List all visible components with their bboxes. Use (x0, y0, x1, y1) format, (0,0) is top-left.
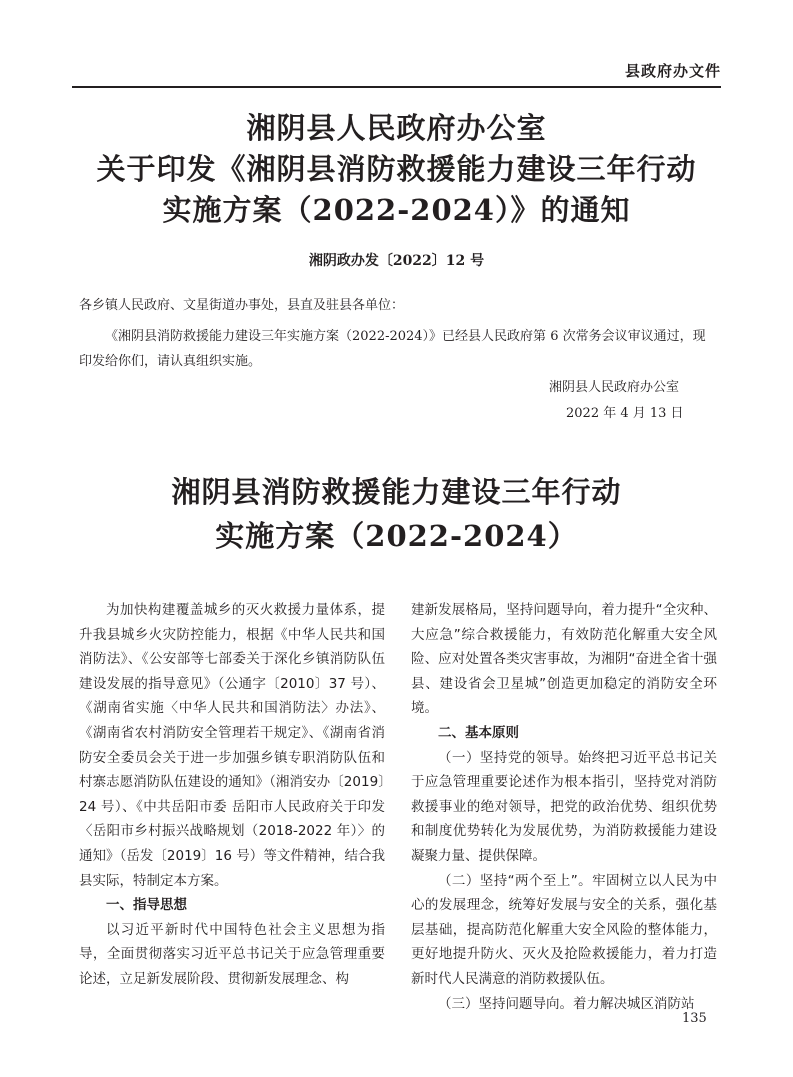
section-heading-basic-principles: 二、基本原则 (438, 724, 519, 741)
header-rule (72, 86, 721, 88)
signature: 湘阴县人民政府办公室 (549, 380, 680, 395)
right-column (411, 598, 717, 1016)
notice-body: 《湘阴县消防救援能力建设三年实施方案（2022-2024）》已经县人民政府第 6 次常务会议审议通过，现印发给你们，请认真组织实施。 (79, 329, 706, 369)
document-number: 湘阴政办发〔2022〕12 号 (308, 253, 485, 269)
section1-paragraph: 以习近平新时代中国特色社会主义思想为指导，全面贯彻落实习近平总书记关于应急管理重要论述，立足新发展阶段、贯彻新发展理念、构 (79, 921, 385, 987)
signature-date: 2022 年 4 月 13 日 (566, 406, 684, 421)
left-column (79, 598, 385, 992)
running-header-label: 县政府办文件 (624, 62, 721, 80)
notice-title-line: 湘阴县人民政府办公室 (246, 111, 547, 145)
plan-intro: 为加快构建覆盖城乡的灭火救援力量体系，提升我县城乡火灾防控能力，根据《中华人民共和国消防法》、《公安部等七部委关于深化乡镇消防队伍建设发展的指导意见》（公通字〔2010〕37 号）、《湖南省实施〈中华人民共和国消防法〉办法》、《湖南省农村消防安全管理若干规定》、《湖南省消防安全委员会关于进一步加强乡镇专职消防队伍和村寨志愿消防队伍建设的通知》（湘消安办〔2019〕24 号）、《中共岳阳市委 岳阳市人民政府关于印发〈岳阳市乡村振兴战略规划（2018-2022 年）〉的通知》（岳发〔2019〕16 号）等文件精神，结合我县实际，特制定本方案。 (79, 602, 385, 889)
page-number: 135 (682, 1011, 707, 1026)
section1-paragraph-continued: 建新发展格局，坚持问题导向，着力提升“全灾种、大应急”综合救援能力，有效防范化解重大安全风险、应对处置各类灾害事故，为湘阴“奋进全省十强县、建设省会卫星城”创造更加稳定的消防安全环境。 (411, 602, 717, 717)
notice-title-line: 关于印发《湘阴县消防救援能力建设三年行动 (96, 152, 697, 186)
plan-title-line: 湘阴县消防救援能力建设三年行动 (171, 475, 622, 509)
addressee: 各乡镇人民政府、文星街道办事处，县直及驻县各单位： (79, 298, 405, 313)
plan-title-line: 实施方案（2022-2024） (215, 519, 578, 553)
notice-title-line: 实施方案（2022-2024）》的通知 (162, 193, 631, 227)
principle-two-supremes: （二）坚持“两个至上”。牢固树立以人民为中心的发展理念，统筹好发展与安全的关系，强化基层基础，提高防范化解重大安全风险的整体能力，更好地提升防火、灭火及抢险救援能力，着力打造新时代人民满意的消防救援队伍。 (411, 872, 717, 987)
principle-party-leadership: （一）坚持党的领导。始终把习近平总书记关于应急管理重要论述作为根本指引，坚持党对消防救援事业的绝对领导，把党的政治优势、组织优势和制度优势转化为发展优势，为消防救援能力建设凝聚力量、提供保障。 (411, 749, 717, 864)
section-heading-guiding-ideology: 一、指导思想 (106, 897, 187, 914)
notice-title (0, 108, 793, 231)
plan-title (0, 470, 793, 558)
principle-problem-oriented: （三）坚持问题导向。着力解决城区消防站 (438, 995, 695, 1012)
